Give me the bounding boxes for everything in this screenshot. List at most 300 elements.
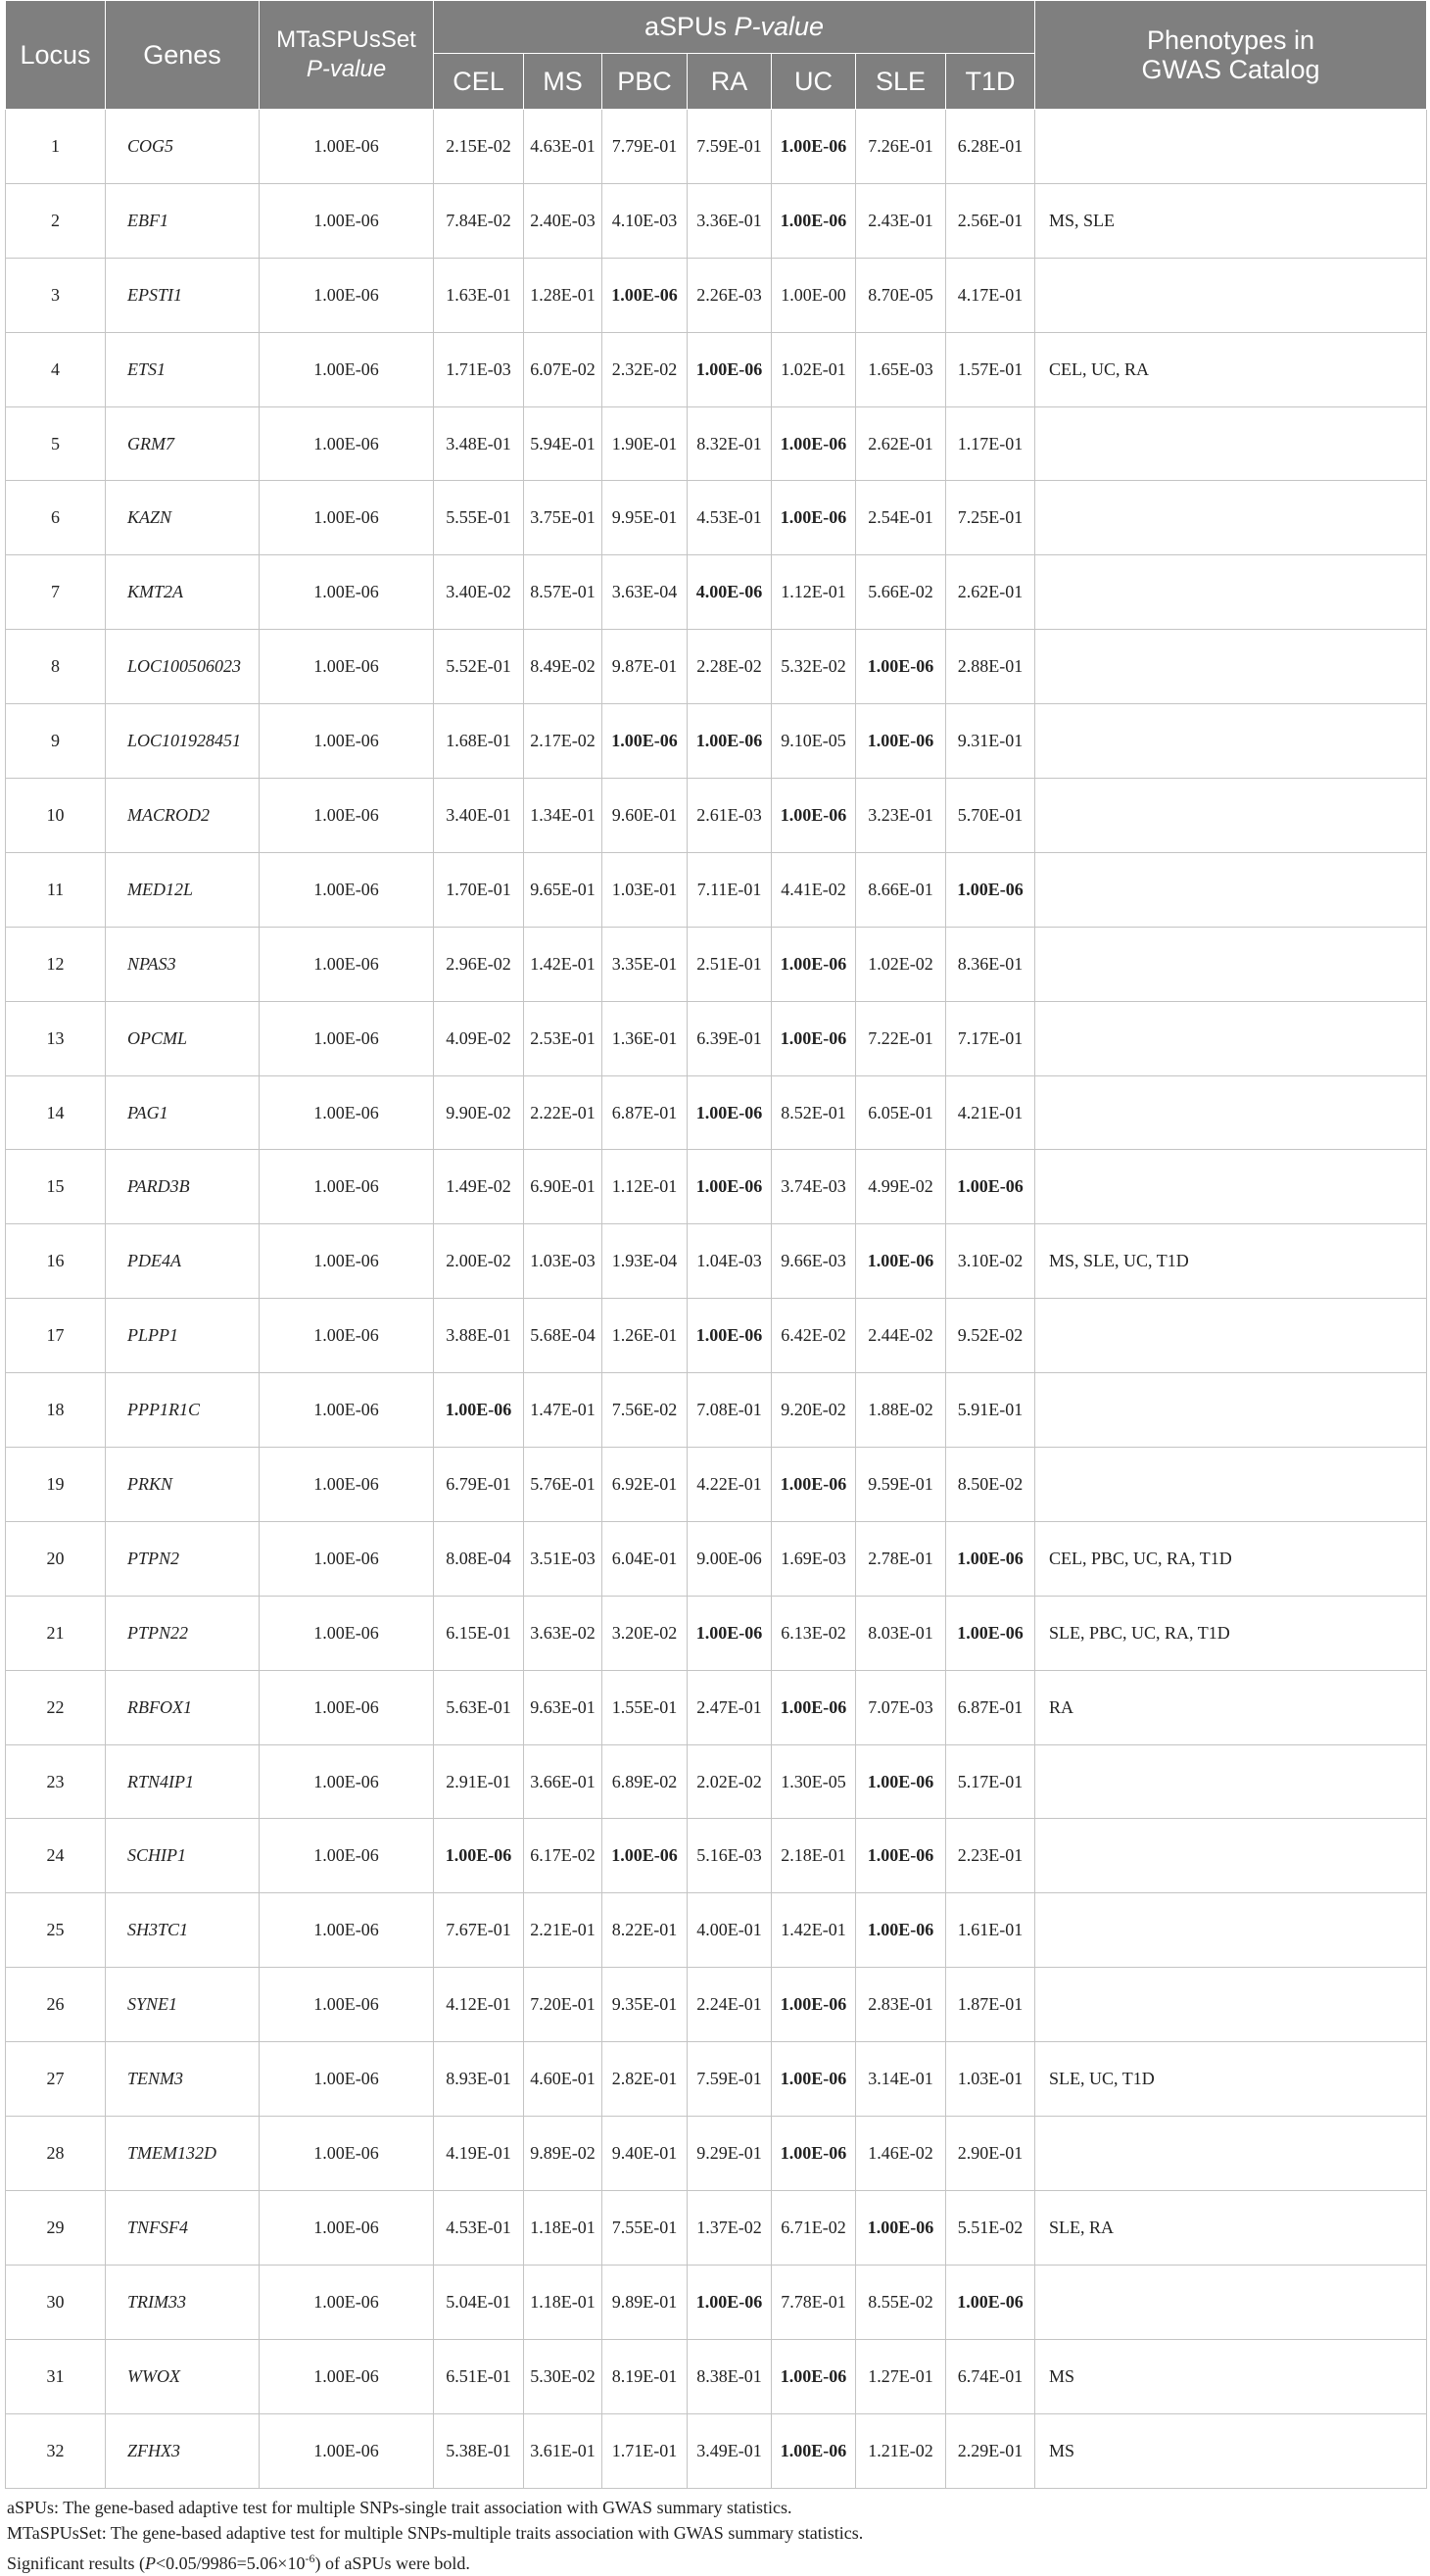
aspus-pvalue-cell: 4.41E-02 [772, 852, 856, 927]
gene-cell: LOC100506023 [106, 630, 260, 704]
locus-cell: 20 [6, 1521, 106, 1596]
mtaspusset-pvalue-cell: 1.00E-06 [260, 630, 434, 704]
aspus-pvalue-cell: 1.63E-01 [434, 258, 524, 332]
aspus-pvalue-cell: 1.69E-03 [772, 1521, 856, 1596]
aspus-pvalue-cell: 1.00E-06 [434, 1373, 524, 1448]
aspus-pvalue-cell: 4.22E-01 [688, 1448, 772, 1522]
header-aspus-pvalue: P-value [734, 12, 825, 41]
aspus-pvalue-cell: 2.51E-01 [688, 927, 772, 1001]
aspus-pvalue-cell: 9.10E-05 [772, 704, 856, 779]
gene-cell: PPP1R1C [106, 1373, 260, 1448]
phenotypes-cell [1035, 1968, 1427, 2042]
aspus-pvalue-cell: 4.10E-03 [602, 183, 688, 258]
footnote-significance-prefix: Significant results ( [7, 2552, 145, 2573]
gene-cell: SCHIP1 [106, 1819, 260, 1893]
phenotypes-cell [1035, 852, 1427, 927]
aspus-pvalue-cell: 1.57E-01 [946, 332, 1035, 406]
header-trait: SLE [856, 54, 946, 110]
aspus-pvalue-cell: 2.88E-01 [946, 630, 1035, 704]
aspus-pvalue-cell: 1.00E-06 [856, 1744, 946, 1819]
aspus-pvalue-cell: 1.00E-06 [602, 704, 688, 779]
aspus-pvalue-cell: 2.44E-02 [856, 1299, 946, 1373]
aspus-pvalue-cell: 9.66E-03 [772, 1224, 856, 1299]
phenotypes-cell [1035, 2265, 1427, 2339]
aspus-pvalue-cell: 1.90E-01 [602, 406, 688, 481]
aspus-pvalue-cell: 1.00E-06 [772, 481, 856, 555]
phenotypes-cell: RA [1035, 1670, 1427, 1744]
aspus-pvalue-cell: 1.27E-01 [856, 2339, 946, 2413]
phenotypes-cell [1035, 1744, 1427, 1819]
aspus-pvalue-cell: 1.00E-06 [772, 2117, 856, 2191]
gene-cell: PARD3B [106, 1150, 260, 1224]
aspus-pvalue-cell: 7.11E-01 [688, 852, 772, 927]
table-row [6, 2339, 1427, 2413]
mtaspusset-pvalue-cell: 1.00E-06 [260, 332, 434, 406]
aspus-pvalue-cell: 1.00E-06 [772, 2413, 856, 2488]
aspus-pvalue-cell: 2.47E-01 [688, 1670, 772, 1744]
aspus-pvalue-cell: 8.55E-02 [856, 2265, 946, 2339]
aspus-pvalue-cell: 3.40E-02 [434, 555, 524, 630]
locus-cell: 29 [6, 2190, 106, 2265]
mtaspusset-pvalue-cell: 1.00E-06 [260, 1670, 434, 1744]
aspus-pvalue-cell: 1.00E-06 [688, 1596, 772, 1670]
mtaspusset-pvalue-cell: 1.00E-06 [260, 2117, 434, 2191]
phenotypes-cell [1035, 1150, 1427, 1224]
table-row [6, 1299, 1427, 1373]
aspus-pvalue-cell: 1.28E-01 [524, 258, 602, 332]
locus-cell: 28 [6, 2117, 106, 2191]
header-aspus-name: aSPUs [644, 12, 735, 41]
aspus-pvalue-cell: 1.17E-01 [946, 406, 1035, 481]
aspus-pvalue-cell: 5.70E-01 [946, 779, 1035, 853]
aspus-pvalue-cell: 9.87E-01 [602, 630, 688, 704]
gene-cell: EBF1 [106, 183, 260, 258]
mtaspusset-pvalue-cell: 1.00E-06 [260, 406, 434, 481]
aspus-pvalue-cell: 6.87E-01 [602, 1075, 688, 1150]
aspus-pvalue-cell: 1.00E-06 [772, 927, 856, 1001]
aspus-pvalue-cell: 7.55E-01 [602, 2190, 688, 2265]
aspus-pvalue-cell: 4.09E-02 [434, 1001, 524, 1075]
mtaspusset-pvalue-cell: 1.00E-06 [260, 1299, 434, 1373]
aspus-pvalue-cell: 9.60E-01 [602, 779, 688, 853]
aspus-pvalue-cell: 1.03E-01 [946, 2042, 1035, 2117]
aspus-pvalue-cell: 1.00E-00 [772, 258, 856, 332]
aspus-pvalue-cell: 5.16E-03 [688, 1819, 772, 1893]
locus-cell: 4 [6, 332, 106, 406]
aspus-pvalue-cell: 2.22E-01 [524, 1075, 602, 1150]
aspus-pvalue-cell: 1.71E-01 [602, 2413, 688, 2488]
aspus-pvalue-cell: 1.00E-06 [688, 1075, 772, 1150]
mtaspusset-pvalue-cell: 1.00E-06 [260, 927, 434, 1001]
table-row [6, 704, 1427, 779]
locus-cell: 2 [6, 183, 106, 258]
mtaspusset-pvalue-cell: 1.00E-06 [260, 2339, 434, 2413]
aspus-pvalue-cell: 6.04E-01 [602, 1521, 688, 1596]
gene-cell: COG5 [106, 110, 260, 184]
aspus-pvalue-cell: 9.63E-01 [524, 1670, 602, 1744]
aspus-pvalue-cell: 4.53E-01 [688, 481, 772, 555]
aspus-pvalue-cell: 1.00E-06 [772, 183, 856, 258]
aspus-pvalue-cell: 7.56E-02 [602, 1373, 688, 1448]
aspus-pvalue-cell: 1.00E-06 [602, 258, 688, 332]
mtaspusset-pvalue-cell: 1.00E-06 [260, 1373, 434, 1448]
aspus-pvalue-cell: 1.00E-06 [856, 704, 946, 779]
aspus-pvalue-cell: 4.53E-01 [434, 2190, 524, 2265]
header-trait: T1D [946, 54, 1035, 110]
aspus-pvalue-cell: 5.94E-01 [524, 406, 602, 481]
aspus-pvalue-cell: 9.59E-01 [856, 1448, 946, 1522]
aspus-pvalue-cell: 1.00E-06 [856, 2190, 946, 2265]
aspus-pvalue-cell: 8.50E-02 [946, 1448, 1035, 1522]
aspus-pvalue-cell: 4.12E-01 [434, 1968, 524, 2042]
table-row [6, 258, 1427, 332]
aspus-pvalue-cell: 1.00E-06 [856, 1819, 946, 1893]
aspus-pvalue-cell: 1.00E-06 [688, 1299, 772, 1373]
mtaspusset-pvalue-cell: 1.00E-06 [260, 481, 434, 555]
aspus-pvalue-cell: 8.32E-01 [688, 406, 772, 481]
aspus-pvalue-cell: 5.68E-04 [524, 1299, 602, 1373]
results-table [5, 0, 1427, 2489]
mtaspusset-pvalue-cell: 1.00E-06 [260, 1224, 434, 1299]
locus-cell: 32 [6, 2413, 106, 2488]
phenotypes-cell [1035, 2117, 1427, 2191]
aspus-pvalue-cell: 1.00E-06 [688, 332, 772, 406]
header-mtaspusset-name: MTaSPUsSet [276, 26, 416, 53]
aspus-pvalue-cell: 1.00E-06 [688, 2265, 772, 2339]
phenotypes-cell: MS, SLE [1035, 183, 1427, 258]
aspus-pvalue-cell: 6.90E-01 [524, 1150, 602, 1224]
phenotypes-cell [1035, 1819, 1427, 1893]
header-locus: Locus [6, 1, 106, 110]
aspus-pvalue-cell: 9.31E-01 [946, 704, 1035, 779]
table-row [6, 1521, 1427, 1596]
aspus-pvalue-cell: 4.00E-06 [688, 555, 772, 630]
aspus-pvalue-cell: 1.70E-01 [434, 852, 524, 927]
aspus-pvalue-cell: 9.35E-01 [602, 1968, 688, 2042]
gene-cell: TMEM132D [106, 2117, 260, 2191]
header-trait: MS [524, 54, 602, 110]
aspus-pvalue-cell: 9.40E-01 [602, 2117, 688, 2191]
aspus-pvalue-cell: 3.74E-03 [772, 1150, 856, 1224]
table-body [6, 110, 1427, 2489]
aspus-pvalue-cell: 8.49E-02 [524, 630, 602, 704]
table-row [6, 406, 1427, 481]
aspus-pvalue-cell: 1.37E-02 [688, 2190, 772, 2265]
mtaspusset-pvalue-cell: 1.00E-06 [260, 1150, 434, 1224]
aspus-pvalue-cell: 7.67E-01 [434, 1893, 524, 1968]
phenotypes-cell: MS [1035, 2339, 1427, 2413]
table-row [6, 852, 1427, 927]
aspus-pvalue-cell: 1.00E-06 [434, 1819, 524, 1893]
aspus-pvalue-cell: 5.32E-02 [772, 630, 856, 704]
aspus-pvalue-cell: 7.59E-01 [688, 110, 772, 184]
aspus-pvalue-cell: 2.62E-01 [946, 555, 1035, 630]
aspus-pvalue-cell: 6.07E-02 [524, 332, 602, 406]
aspus-pvalue-cell: 1.00E-06 [772, 2339, 856, 2413]
aspus-pvalue-cell: 7.79E-01 [602, 110, 688, 184]
aspus-pvalue-cell: 1.42E-01 [772, 1893, 856, 1968]
locus-cell: 14 [6, 1075, 106, 1150]
locus-cell: 13 [6, 1001, 106, 1075]
aspus-pvalue-cell: 3.66E-01 [524, 1744, 602, 1819]
aspus-pvalue-cell: 2.29E-01 [946, 2413, 1035, 2488]
table-row [6, 1819, 1427, 1893]
aspus-pvalue-cell: 5.63E-01 [434, 1670, 524, 1744]
locus-cell: 11 [6, 852, 106, 927]
aspus-pvalue-cell: 1.00E-06 [772, 110, 856, 184]
aspus-pvalue-cell: 9.52E-02 [946, 1299, 1035, 1373]
header-phenotypes [1035, 1, 1427, 110]
aspus-pvalue-cell: 2.54E-01 [856, 481, 946, 555]
table-row [6, 2190, 1427, 2265]
locus-cell: 12 [6, 927, 106, 1001]
aspus-pvalue-cell: 5.51E-02 [946, 2190, 1035, 2265]
aspus-pvalue-cell: 6.71E-02 [772, 2190, 856, 2265]
aspus-pvalue-cell: 4.21E-01 [946, 1075, 1035, 1150]
gene-cell: EPSTI1 [106, 258, 260, 332]
locus-cell: 5 [6, 406, 106, 481]
gene-cell: WWOX [106, 2339, 260, 2413]
aspus-pvalue-cell: 5.76E-01 [524, 1448, 602, 1522]
table-row [6, 1373, 1427, 1448]
header-trait: CEL [434, 54, 524, 110]
aspus-pvalue-cell: 9.00E-06 [688, 1521, 772, 1596]
gene-cell: MACROD2 [106, 779, 260, 853]
locus-cell: 6 [6, 481, 106, 555]
aspus-pvalue-cell: 7.78E-01 [772, 2265, 856, 2339]
table-row [6, 1075, 1427, 1150]
aspus-pvalue-cell: 1.00E-06 [946, 1150, 1035, 1224]
aspus-pvalue-cell: 1.36E-01 [602, 1001, 688, 1075]
header-mtaspusset [260, 1, 434, 110]
header-phenotypes-line1: Phenotypes in [1146, 25, 1315, 55]
table-row [6, 779, 1427, 853]
gene-cell: NPAS3 [106, 927, 260, 1001]
gene-cell: TNFSF4 [106, 2190, 260, 2265]
table-row [6, 183, 1427, 258]
locus-cell: 19 [6, 1448, 106, 1522]
locus-cell: 7 [6, 555, 106, 630]
gene-cell: RBFOX1 [106, 1670, 260, 1744]
aspus-pvalue-cell: 5.38E-01 [434, 2413, 524, 2488]
mtaspusset-pvalue-cell: 1.00E-06 [260, 1893, 434, 1968]
aspus-pvalue-cell: 1.49E-02 [434, 1150, 524, 1224]
aspus-pvalue-cell: 8.19E-01 [602, 2339, 688, 2413]
aspus-pvalue-cell: 3.63E-02 [524, 1596, 602, 1670]
header-genes: Genes [106, 1, 260, 110]
table-row [6, 1744, 1427, 1819]
aspus-pvalue-cell: 6.17E-02 [524, 1819, 602, 1893]
aspus-pvalue-cell: 1.65E-03 [856, 332, 946, 406]
aspus-pvalue-cell: 7.20E-01 [524, 1968, 602, 2042]
footnotes [7, 2495, 1430, 2576]
aspus-pvalue-cell: 5.52E-01 [434, 630, 524, 704]
mtaspusset-pvalue-cell: 1.00E-06 [260, 704, 434, 779]
header-trait: PBC [602, 54, 688, 110]
aspus-pvalue-cell: 5.91E-01 [946, 1373, 1035, 1448]
aspus-pvalue-cell: 4.99E-02 [856, 1150, 946, 1224]
aspus-pvalue-cell: 2.61E-03 [688, 779, 772, 853]
locus-cell: 1 [6, 110, 106, 184]
phenotypes-cell [1035, 1001, 1427, 1075]
aspus-pvalue-cell: 1.03E-03 [524, 1224, 602, 1299]
aspus-pvalue-cell: 1.68E-01 [434, 704, 524, 779]
gene-cell: TRIM33 [106, 2265, 260, 2339]
header-aspus [434, 1, 1035, 54]
mtaspusset-pvalue-cell: 1.00E-06 [260, 1521, 434, 1596]
aspus-pvalue-cell: 2.83E-01 [856, 1968, 946, 2042]
aspus-pvalue-cell: 3.10E-02 [946, 1224, 1035, 1299]
locus-cell: 30 [6, 2265, 106, 2339]
phenotypes-cell [1035, 110, 1427, 184]
table-row [6, 927, 1427, 1001]
aspus-pvalue-cell: 8.57E-01 [524, 555, 602, 630]
phenotypes-cell: SLE, RA [1035, 2190, 1427, 2265]
mtaspusset-pvalue-cell: 1.00E-06 [260, 1448, 434, 1522]
gene-cell: OPCML [106, 1001, 260, 1075]
aspus-pvalue-cell: 5.04E-01 [434, 2265, 524, 2339]
mtaspusset-pvalue-cell: 1.00E-06 [260, 2042, 434, 2117]
aspus-pvalue-cell: 8.08E-04 [434, 1521, 524, 1596]
aspus-pvalue-cell: 9.65E-01 [524, 852, 602, 927]
phenotypes-cell [1035, 258, 1427, 332]
aspus-pvalue-cell: 8.52E-01 [772, 1075, 856, 1150]
mtaspusset-pvalue-cell: 1.00E-06 [260, 258, 434, 332]
aspus-pvalue-cell: 9.89E-02 [524, 2117, 602, 2191]
aspus-pvalue-cell: 1.34E-01 [524, 779, 602, 853]
aspus-pvalue-cell: 1.46E-02 [856, 2117, 946, 2191]
gene-cell: KMT2A [106, 555, 260, 630]
aspus-pvalue-cell: 3.75E-01 [524, 481, 602, 555]
aspus-pvalue-cell: 2.78E-01 [856, 1521, 946, 1596]
phenotypes-cell: CEL, UC, RA [1035, 332, 1427, 406]
gene-cell: PTPN22 [106, 1596, 260, 1670]
aspus-pvalue-cell: 3.23E-01 [856, 779, 946, 853]
gene-cell: PDE4A [106, 1224, 260, 1299]
footnote-significance-exponent: -6 [305, 2551, 315, 2565]
table-row [6, 1596, 1427, 1670]
aspus-pvalue-cell: 7.07E-03 [856, 1670, 946, 1744]
aspus-pvalue-cell: 6.42E-02 [772, 1299, 856, 1373]
phenotypes-cell: MS, SLE, UC, T1D [1035, 1224, 1427, 1299]
locus-cell: 8 [6, 630, 106, 704]
aspus-pvalue-cell: 2.43E-01 [856, 183, 946, 258]
gene-cell: PRKN [106, 1448, 260, 1522]
locus-cell: 26 [6, 1968, 106, 2042]
aspus-pvalue-cell: 1.00E-06 [772, 1670, 856, 1744]
aspus-pvalue-cell: 2.62E-01 [856, 406, 946, 481]
aspus-pvalue-cell: 2.90E-01 [946, 2117, 1035, 2191]
aspus-pvalue-cell: 2.40E-03 [524, 183, 602, 258]
table-row [6, 332, 1427, 406]
table-row [6, 2042, 1427, 2117]
phenotypes-cell [1035, 1893, 1427, 1968]
table-row [6, 2117, 1427, 2191]
locus-cell: 18 [6, 1373, 106, 1448]
aspus-pvalue-cell: 1.00E-06 [772, 1968, 856, 2042]
locus-cell: 25 [6, 1893, 106, 1968]
mtaspusset-pvalue-cell: 1.00E-06 [260, 1075, 434, 1150]
aspus-pvalue-cell: 8.70E-05 [856, 258, 946, 332]
aspus-pvalue-cell: 2.00E-02 [434, 1224, 524, 1299]
aspus-pvalue-cell: 2.91E-01 [434, 1744, 524, 1819]
phenotypes-cell [1035, 704, 1427, 779]
aspus-pvalue-cell: 1.00E-06 [946, 1596, 1035, 1670]
aspus-pvalue-cell: 1.00E-06 [772, 406, 856, 481]
aspus-pvalue-cell: 6.79E-01 [434, 1448, 524, 1522]
aspus-pvalue-cell: 6.39E-01 [688, 1001, 772, 1075]
mtaspusset-pvalue-cell: 1.00E-06 [260, 1819, 434, 1893]
aspus-pvalue-cell: 2.53E-01 [524, 1001, 602, 1075]
aspus-pvalue-cell: 9.95E-01 [602, 481, 688, 555]
aspus-pvalue-cell: 9.90E-02 [434, 1075, 524, 1150]
mtaspusset-pvalue-cell: 1.00E-06 [260, 2190, 434, 2265]
aspus-pvalue-cell: 1.93E-04 [602, 1224, 688, 1299]
aspus-pvalue-cell: 3.35E-01 [602, 927, 688, 1001]
locus-cell: 22 [6, 1670, 106, 1744]
table-row [6, 110, 1427, 184]
aspus-pvalue-cell: 4.60E-01 [524, 2042, 602, 2117]
aspus-pvalue-cell: 5.66E-02 [856, 555, 946, 630]
aspus-pvalue-cell: 7.08E-01 [688, 1373, 772, 1448]
aspus-pvalue-cell: 2.56E-01 [946, 183, 1035, 258]
gene-cell: SYNE1 [106, 1968, 260, 2042]
aspus-pvalue-cell: 1.42E-01 [524, 927, 602, 1001]
aspus-pvalue-cell: 1.00E-06 [602, 1819, 688, 1893]
aspus-pvalue-cell: 1.02E-02 [856, 927, 946, 1001]
aspus-pvalue-cell: 5.30E-02 [524, 2339, 602, 2413]
aspus-pvalue-cell: 5.55E-01 [434, 481, 524, 555]
phenotypes-cell [1035, 481, 1427, 555]
locus-cell: 10 [6, 779, 106, 853]
locus-cell: 24 [6, 1819, 106, 1893]
phenotypes-cell [1035, 630, 1427, 704]
phenotypes-cell: SLE, PBC, UC, RA, T1D [1035, 1596, 1427, 1670]
locus-cell: 27 [6, 2042, 106, 2117]
aspus-pvalue-cell: 2.82E-01 [602, 2042, 688, 2117]
phenotypes-cell [1035, 1448, 1427, 1522]
phenotypes-cell [1035, 406, 1427, 481]
aspus-pvalue-cell: 3.36E-01 [688, 183, 772, 258]
aspus-pvalue-cell: 4.19E-01 [434, 2117, 524, 2191]
aspus-pvalue-cell: 8.22E-01 [602, 1893, 688, 1968]
locus-cell: 9 [6, 704, 106, 779]
aspus-pvalue-cell: 9.29E-01 [688, 2117, 772, 2191]
aspus-pvalue-cell: 6.05E-01 [856, 1075, 946, 1150]
aspus-pvalue-cell: 1.87E-01 [946, 1968, 1035, 2042]
aspus-pvalue-cell: 6.89E-02 [602, 1744, 688, 1819]
mtaspusset-pvalue-cell: 1.00E-06 [260, 1596, 434, 1670]
aspus-pvalue-cell: 2.23E-01 [946, 1819, 1035, 1893]
gene-cell: PLPP1 [106, 1299, 260, 1373]
mtaspusset-pvalue-cell: 1.00E-06 [260, 1744, 434, 1819]
gene-cell: LOC101928451 [106, 704, 260, 779]
aspus-pvalue-cell: 7.26E-01 [856, 110, 946, 184]
footnote-significance-p: P [144, 2552, 156, 2573]
aspus-pvalue-cell: 1.02E-01 [772, 332, 856, 406]
table-row [6, 1001, 1427, 1075]
aspus-pvalue-cell: 1.00E-06 [946, 1521, 1035, 1596]
aspus-pvalue-cell: 7.25E-01 [946, 481, 1035, 555]
gene-cell: ZFHX3 [106, 2413, 260, 2488]
aspus-pvalue-cell: 1.04E-03 [688, 1224, 772, 1299]
mtaspusset-pvalue-cell: 1.00E-06 [260, 852, 434, 927]
aspus-pvalue-cell: 1.03E-01 [602, 852, 688, 927]
aspus-pvalue-cell: 2.02E-02 [688, 1744, 772, 1819]
aspus-pvalue-cell: 3.51E-03 [524, 1521, 602, 1596]
aspus-pvalue-cell: 4.63E-01 [524, 110, 602, 184]
aspus-pvalue-cell: 3.63E-04 [602, 555, 688, 630]
